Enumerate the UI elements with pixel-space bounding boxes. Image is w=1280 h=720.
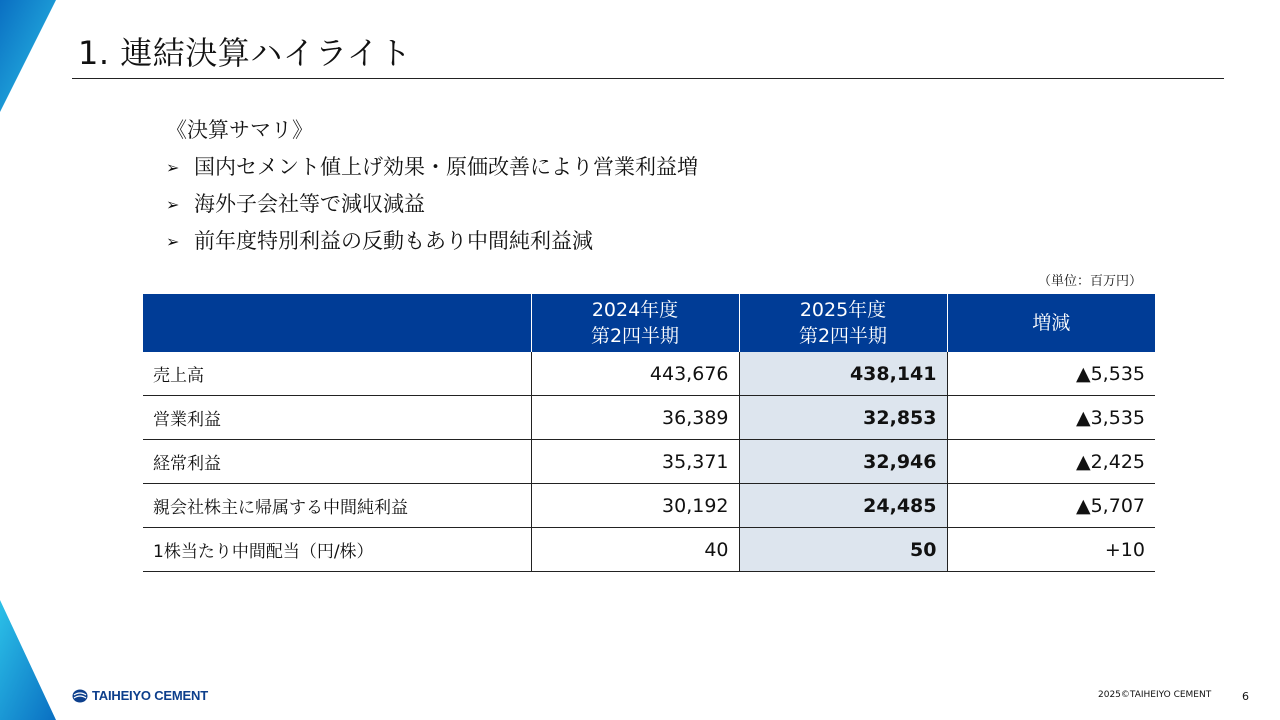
financial-summary-table [143, 294, 1155, 572]
company-logo [72, 688, 208, 703]
prev-value: 443,676 [531, 352, 739, 396]
summary-bullet [166, 223, 698, 260]
copyright-text: 2025©TAIHEIYO CEMENT [1098, 690, 1212, 700]
change-value: ▲2,425 [947, 440, 1155, 484]
summary-bullet [166, 186, 698, 223]
change-value: ▲3,535 [947, 396, 1155, 440]
taiheiyo-logo-icon [72, 689, 88, 703]
bullet-arrow-icon: ➢ [166, 232, 180, 251]
unit-note: （単位：百万円） [1038, 274, 1143, 289]
page-number: 6 [1242, 690, 1249, 703]
header-current-period: 2025年度 第2四半期 [739, 294, 947, 352]
current-value: 32,946 [739, 440, 947, 484]
summary-bullet [166, 149, 698, 186]
prev-value: 35,371 [531, 440, 739, 484]
change-value: ▲5,535 [947, 352, 1155, 396]
table-row [143, 352, 1155, 396]
current-value: 32,853 [739, 396, 947, 440]
change-value: ▲5,707 [947, 484, 1155, 528]
bullet-arrow-icon: ➢ [166, 195, 180, 214]
header-label-col [143, 294, 531, 352]
prev-value: 30,192 [531, 484, 739, 528]
row-label: 売上高 [143, 352, 531, 396]
current-value: 50 [739, 528, 947, 572]
row-label: 1株当たり中間配当（円/株） [143, 528, 531, 572]
bullet-text: 前年度特別利益の反動もあり中間純利益減 [194, 229, 593, 253]
table-row [143, 396, 1155, 440]
current-value: 438,141 [739, 352, 947, 396]
table-header-row [143, 294, 1155, 352]
table-row [143, 484, 1155, 528]
row-label: 営業利益 [143, 396, 531, 440]
corner-decoration-top [0, 0, 60, 112]
corner-decoration-bottom [0, 600, 60, 720]
bullet-arrow-icon: ➢ [166, 158, 180, 177]
bullet-text: 国内セメント値上げ効果・原価改善により営業利益増 [194, 155, 698, 179]
header-prev-period: 2024年度 第2四半期 [531, 294, 739, 352]
current-value: 24,485 [739, 484, 947, 528]
title-divider [72, 78, 1224, 79]
prev-value: 40 [531, 528, 739, 572]
summary-section [166, 112, 698, 260]
summary-heading: 《決算サマリ》 [166, 118, 313, 142]
row-label: 親会社株主に帰属する中間純利益 [143, 484, 531, 528]
header-change: 増減 [947, 294, 1155, 352]
bullet-text: 海外子会社等で減収減益 [194, 192, 425, 216]
change-value: +10 [947, 528, 1155, 572]
page-title: 1. 連結決算ハイライト [78, 34, 412, 72]
logo-text: TAIHEIYO CEMENT [92, 688, 208, 703]
table-row [143, 528, 1155, 572]
prev-value: 36,389 [531, 396, 739, 440]
table-row [143, 440, 1155, 484]
row-label: 経常利益 [143, 440, 531, 484]
